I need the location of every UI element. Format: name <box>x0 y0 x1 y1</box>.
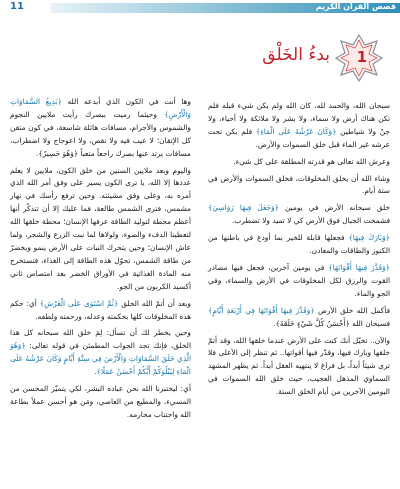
paragraph: والآن.. تخيّل أنك كنت على الأرض عندما خلقها الله، وقد أتمّ خلقها وبارك فيها، وقدّر فيها أقواتها.. ثم تنظر إلى الأعلى فلا ترى شيئاً أبداً، بل فراغ لا ينتهيه العقل أبداً. ثم يظهر المشهد السماوي المذهل العجيب، حيث خلق الله السموات في اليومين الآخرين من أيام الخلق الستة. <box>208 335 390 397</box>
verse: ﴿وَجَعَلَ فِيهَا رَوَاسِيَ﴾ <box>208 203 280 213</box>
verse: ﴿وَبَارَكَ فِيهَا﴾ <box>348 233 390 243</box>
verse: ﴿بَدِيعُ السَّمَاوَاتِ وَالْأَرْضِ﴾ <box>10 97 191 119</box>
paragraph: فأكمل الله خلق الأرض ﴿وَقَدَّرَ فِيهَا أَقْوَاتَهَا فِي أَرْبَعَةِ أَيَّامٍ﴾ فسبحان الله ﴿أَحْسَنُ كُلَّ شَيْءٍ خَلَقَهُ﴾. <box>208 305 390 328</box>
paragraph: أي: ليختبرنا الله نحن عباده البشر، لكي يتميّز المحسن من المسيء، والمطيع من العاصي، ومَن هو أحسن عملاً بطاعة الله واجتناب محارمه. <box>10 384 191 419</box>
paragraph: واليوم وبعد ملايين السنين من خلق الكون، ملايين لا يعلم عددها إلا الله، يا ترى الكون يسير على وفق أمر الله الذي أمره به، وعلى وفق مشيئته. وحين ترفع رأسك في نهار مشمس، فترى الشمس طالعة، فما عليك إلا أن تتذكّر أنها أعظم محطة لتوليد الطاقة عرفها الإنسان؛ محطة خلقها الله لتعطينا الدفء والضوء، ولولاها لما نبت الزرع والشجر، ولما عاش الإنسان؛ وحين يتحرك النبات على الأرض ينمو ويخضرّ من طاقة الشمس، تحوّل هذه الطاقة إلى الغذاء، فتستخرج منه المادة الغذائية في الأوراق الخضر بعد امتصاص ثاني أكسيد الكربون من الجو. <box>10 165 191 291</box>
paragraph: وحين يخطر لك أن تسأل: لِمَ خلق الله سبحانه كل هذا الخلق، فإنك تجد الجواب المطمئن في قوله تعالى: ﴿وَهُوَ الَّذِي خَلَقَ السَّمَاوَاتِ وَالْأَرْضَ فِي سِتَّةِ أَيَّامٍ وَكَانَ عَرْشُهُ عَلَى الْمَاءِ لِيَبْلُوَكُمْ أَيُّكُمْ أَحْسَنُ عَمَلًا﴾. <box>10 328 191 377</box>
verse: ﴿وَهُوَ الَّذِي خَلَقَ السَّمَاوَاتِ وَالْأَرْضَ فِي سِتَّةِ أَيَّامٍ وَكَانَ عَرْشُهُ عَلَى الْمَاءِ لِيَبْلُوَكُمْ أَيُّكُمْ أَحْسَنُ عَمَلًا﴾ <box>10 341 191 377</box>
paragraph: وشاء الله أن يخلق المخلوقات، فخلق السموات والأرض في ستة أيام. <box>208 173 390 196</box>
verse: ﴿ثُمَّ اسْتَوَى عَلَى الْعَرْشِ﴾ <box>39 298 119 308</box>
left-column <box>10 96 191 426</box>
chapter-number: 1 <box>356 48 367 66</box>
paragraph: ﴿وَبَارَكَ فِيهَا﴾ فجعلها قابلة للخير بما أودع في باطنها من الكنوز والطاقات والمعادن. <box>208 233 390 256</box>
paragraph: وعرش الله تعالى هو قدرته المطلقة على كل شيء. <box>233 156 390 166</box>
verse: ﴿وَقَدَّرَ فِيهَا أَقْوَاتَهَا﴾ <box>328 262 390 272</box>
right-column <box>208 100 390 403</box>
paragraph: خلق سبحانه الأرض في يومين ﴿وَجَعَلَ فِيهَا رَوَاسِيَ﴾ فشمخت الجبال فوق الأرض كي لا تميد ولا تضطرب. <box>208 203 390 226</box>
verse: ﴿وَكَانَ عَرْشُهُ عَلَى الْمَاءِ﴾ <box>255 126 337 136</box>
paragraph: ﴿وَقَدَّرَ فِيهَا أَقْوَاتَهَا﴾ في يومين آخرين، فجعل فيها مصادر القوت والرزق لكل المخلوقات في الأرض والسماء، وفي الجو والماء. <box>208 262 390 298</box>
verse: ﴿وَقَدَّرَ فِيهَا أَقْوَاتَهَا فِي أَرْبَعَةِ أَيَّامٍ﴾ <box>208 305 315 315</box>
paragraph: وبعد أن أتمّ الله الخلق ﴿ثُمَّ اسْتَوَى عَلَى الْعَرْشِ﴾ أي: حكم هذه المخلوقات كلها بحكمته وعدله، ورحمته ولطفه. <box>10 298 191 321</box>
page-number: 11 <box>10 1 24 12</box>
chapter-title: بدءُ الخَلْق <box>262 45 330 65</box>
header-bar <box>0 0 400 15</box>
book-title: قصص القرآن الكريم <box>315 2 396 11</box>
paragraph: سبحان الله، والحمد لله، كان الله ولم يكن شيء قبله فلم تكن هناك أرض ولا سماء، ولا بشر ولا ملائكة ولا أحياء، ولا جنٌ ولا شياطين ﴿وَكَانَ عَرْشُهُ عَلَى الْمَاءِ﴾ فلم يكن تحت عرشه غير الماء قبل خلق السموات والأرض. <box>208 101 390 149</box>
paragraph: وها أنت في الكون الذي أبدعه الله ﴿بَدِيعُ السَّمَاوَاتِ وَالْأَرْضِ﴾ وحيثما رميت ببصرك رأيت ملايين النجوم والشموس والأجرام، مسافات هائلة شاسعة، في كون متقن كل الإتقان؛ لا عيب فيه ولا نقص، ولا اعوجاج ولا اضطراب، مسافات يرتد عنها بصرك راجعاً متعباً ﴿وَهُوَ حَسِيرٌ﴾. <box>10 97 191 158</box>
chapter-heading <box>250 27 390 85</box>
